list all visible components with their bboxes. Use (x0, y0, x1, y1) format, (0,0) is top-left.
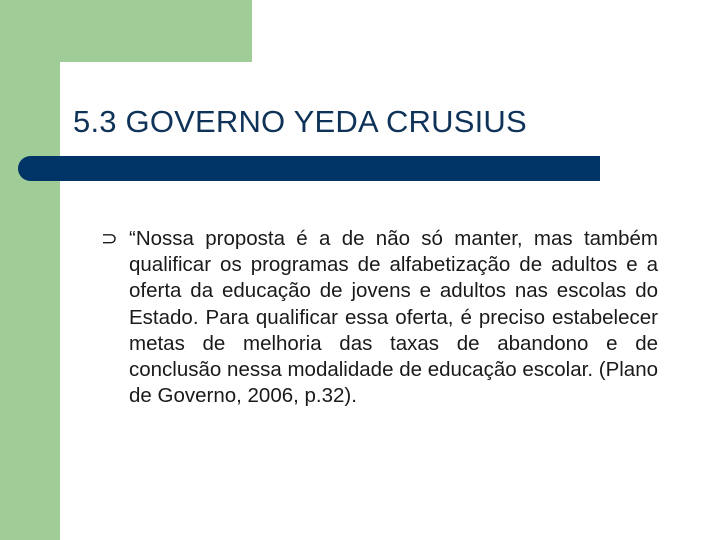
curved-arrow-bullet-icon: ⊃ (101, 228, 118, 250)
slide-title: 5.3 GOVERNO YEDA CRUSIUS (73, 104, 527, 139)
green-left-band (0, 0, 60, 540)
quote-paragraph: “Nossa proposta é a de não só manter, mas também qualificar os programas de alfabetização de adultos e a oferta da educação de jovens e adultos nas escolas do Estado. Para qualificar essa oferta, é preciso estabelecer metas de melhoria das taxas de abandono e de conclusão nessa modalidade de educação escolar. (Plano de Governo, 2006, p.32). (129, 227, 658, 408)
title-underline-bar (18, 156, 600, 181)
